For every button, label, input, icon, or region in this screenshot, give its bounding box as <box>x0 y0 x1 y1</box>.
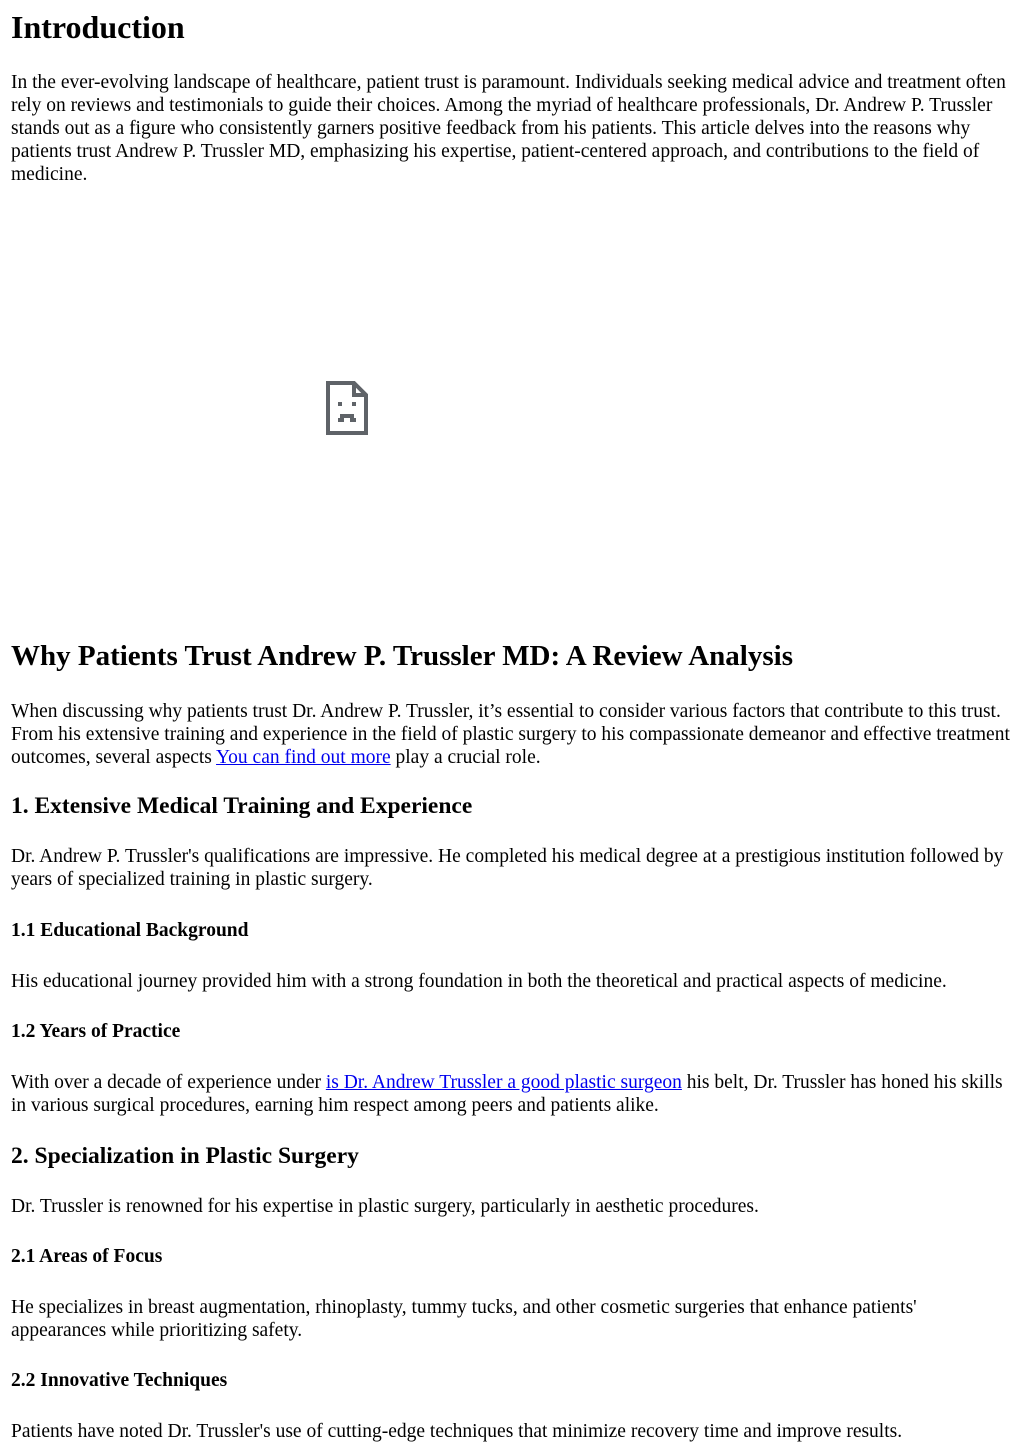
section1-heading: 1. Extensive Medical Training and Experience <box>11 793 473 819</box>
section2-sub2-paragraph: Patients have noted Dr. Trussler's use of cutting-edge techniques that minimize recovery time and improve results. <box>11 1421 903 1442</box>
section1-sub1-paragraph: His educational journey provided him with a strong foundation in both the theoretical and practical aspects of medicine. <box>11 971 947 992</box>
section1-paragraph: Dr. Andrew P. Trussler's qualifications are impressive. He completed his medical degree at a prestigious institution followed by years of specialized training in plastic surgery. <box>11 846 1004 890</box>
article-image <box>11 215 681 595</box>
intro-heading: Introduction <box>11 9 185 45</box>
section2-paragraph: Dr. Trussler is renowned for his expertise in plastic surgery, particularly in aesthetic procedures. <box>11 1196 759 1217</box>
good-plastic-surgeon-link[interactable]: is Dr. Andrew Trussler a good plastic surgeon <box>325 1072 682 1093</box>
main-paragraph-text: When discussing why patients trust Dr. Andrew P. Trussler, it’s essential to consider various factors that contribute to this trust. From his extensive training and experience in the field of plastic surgery to his compassionate demeanor and effective treatment outcomes, several aspects <box>11 701 1010 768</box>
section2-sub1-paragraph: He specializes in breast augmentation, rhinoplasty, tummy tucks, and other cosmetic surgeries that enhance patients' appearances while prioritizing safety. <box>11 1297 917 1341</box>
section2-sub2-heading: 2.2 Innovative Techniques <box>11 1370 228 1391</box>
main-heading: Why Patients Trust Andrew P. Trussler MD: A Review Analysis <box>11 640 793 672</box>
broken-image-icon <box>325 380 369 436</box>
main-paragraph <box>11 700 1015 769</box>
section1-sub2-paragraph-tail: his belt, Dr. Trussler has honed his skills in various surgical procedures, earning him respect among peers and patients alike. <box>11 1072 1003 1116</box>
section1-sub2-paragraph <box>11 1071 1015 1117</box>
main-paragraph-tail: play a crucial role. <box>390 747 541 768</box>
section2-heading: 2. Specialization in Plastic Surgery <box>11 1143 359 1169</box>
section2-sub1-heading: 2.1 Areas of Focus <box>11 1246 163 1267</box>
intro-paragraph: In the ever-evolving landscape of healthcare, patient trust is paramount. Individuals seeking medical advice and treatment often rely on reviews and testimonials to guide their choices. Among the myriad of healthcare professionals, Dr. Andrew P. Trussler stands out as a figure who consistently garners positive feedback from his patients. This article delves into the reasons why patients trust Andrew P. Trussler MD, emphasizing his expertise, patient-centered approach, and contributions to the field of medicine. <box>11 72 1006 185</box>
section1-sub2-paragraph-text: With over a decade of experience under <box>11 1072 326 1093</box>
section1-sub1-heading: 1.1 Educational Background <box>11 920 249 941</box>
find-out-more-link[interactable]: You can find out more <box>216 747 391 768</box>
section1-sub2-heading: 1.2 Years of Practice <box>11 1021 181 1042</box>
